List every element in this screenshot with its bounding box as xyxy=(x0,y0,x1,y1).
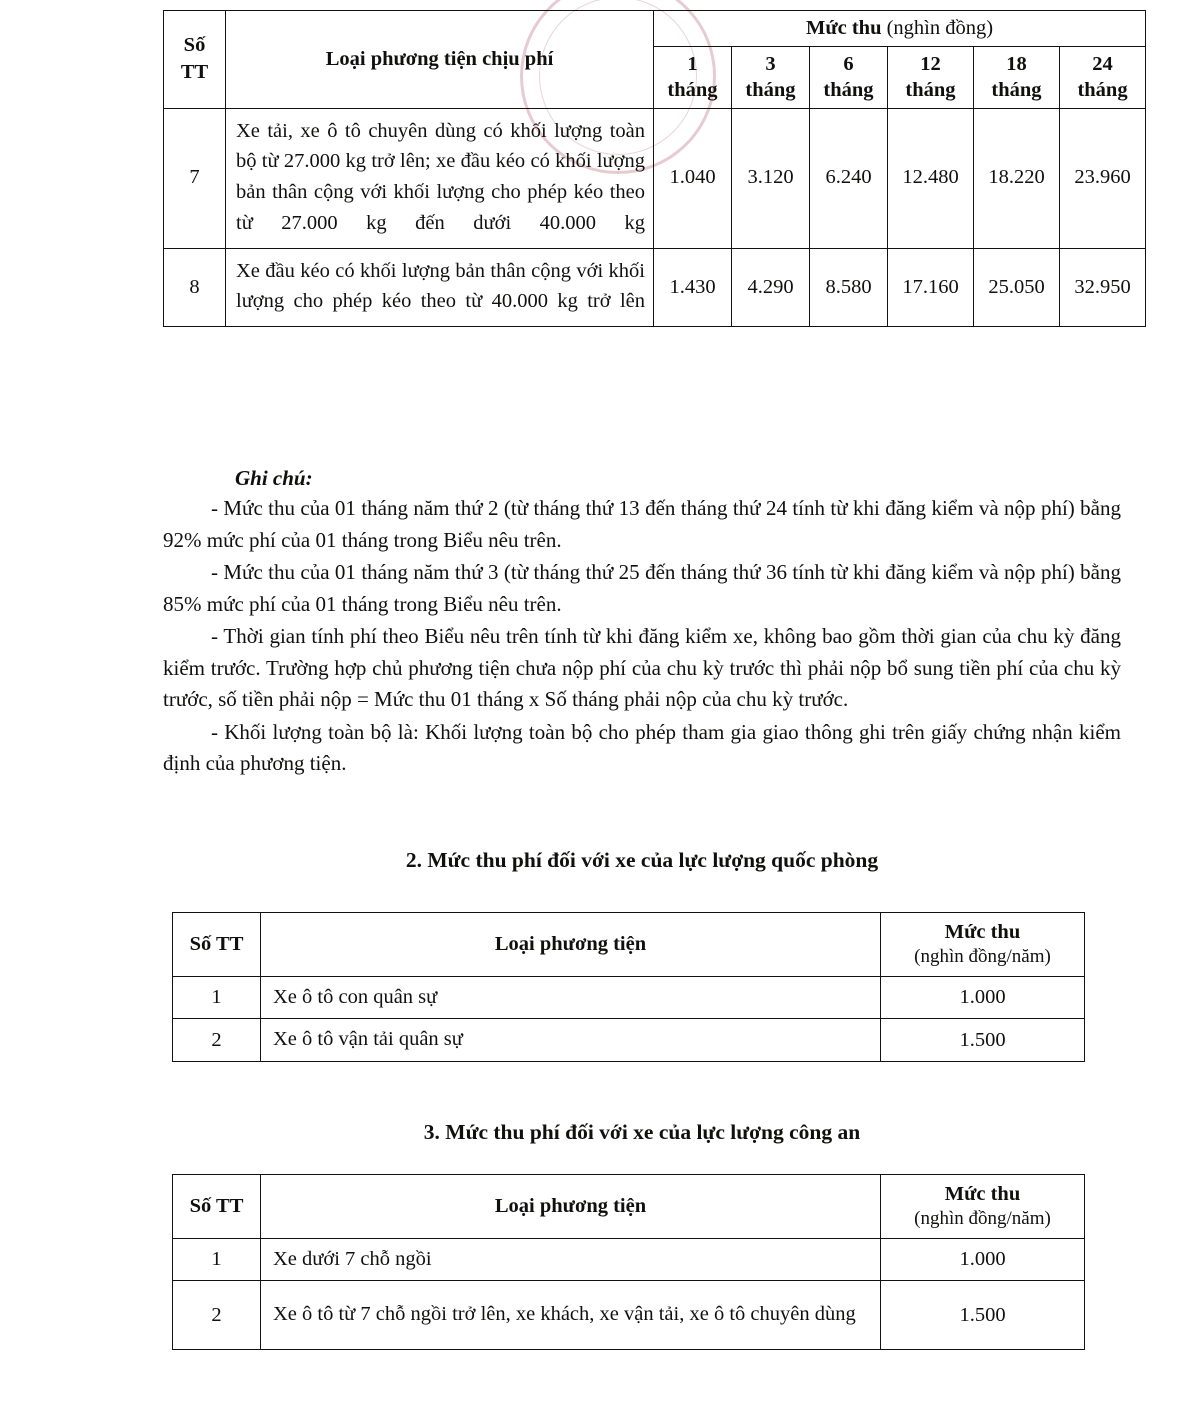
row-8-fee-6m: 8.580 xyxy=(810,248,888,327)
qp-row-1-stt: 1 xyxy=(173,976,261,1019)
table-row xyxy=(164,248,1146,327)
row-7-fee-24m: 23.960 xyxy=(1060,108,1146,248)
header-stt: Số TT xyxy=(173,1175,261,1239)
header-stt-line1: Số xyxy=(183,34,206,57)
table-header-row-1 xyxy=(164,11,1146,47)
row-8-fee-1m: 1.430 xyxy=(654,248,732,327)
header-month-6 xyxy=(810,47,888,108)
header-month-3-num: 3 xyxy=(765,53,776,76)
header-month-18-num: 18 xyxy=(1006,53,1027,76)
row-8-fee-12m: 17.160 xyxy=(888,248,974,327)
note-item-1: - Mức thu của 01 tháng năm thứ 2 (từ tháng thứ 13 đến tháng thứ 24 tính từ khi đăng kiểm và nộp phí) bằng 92% mức phí của 01 tháng trong Biểu nêu trên. xyxy=(163,496,1121,552)
ca-row-1-type: Xe dưới 7 chỗ ngồi xyxy=(261,1238,881,1281)
header-fee xyxy=(881,913,1085,977)
header-stt-line2: TT xyxy=(180,61,209,84)
header-vehicle-type: Loại phương tiện chịu phí xyxy=(226,11,654,109)
row-7-fee-18m: 18.220 xyxy=(974,108,1060,248)
notes-section xyxy=(163,466,1121,781)
table-row xyxy=(173,976,1085,1019)
table-row xyxy=(164,108,1146,248)
note-item-3: - Thời gian tính phí theo Biểu nêu trên tính từ khi đăng kiểm xe, không bao gồm thời gian của chu kỳ đăng kiểm trước. Trường hợp chủ phương tiện chưa nộp phí của chu kỳ trước thì phải nộp bổ sung tiền phí của chu kỳ trước, số tiền phải nộp = Mức thu 01 tháng x Số tháng phải nộp của chu kỳ trước. xyxy=(163,624,1121,711)
row-7-stt: 7 xyxy=(164,108,226,248)
table-header-row xyxy=(173,1175,1085,1239)
row-7-fee-12m: 12.480 xyxy=(888,108,974,248)
row-7-fee-3m: 3.120 xyxy=(732,108,810,248)
header-fee-unit: (nghìn đồng/năm) xyxy=(914,1208,1051,1230)
header-fee xyxy=(881,1175,1085,1239)
qp-row-1-type: Xe ô tô con quân sự xyxy=(261,976,881,1019)
header-month-6-num: 6 xyxy=(843,53,854,76)
header-vehicle-type: Loại phương tiện xyxy=(261,1175,881,1239)
section-2-heading: 2. Mức thu phí đối với xe của lực lượng quốc phòng xyxy=(405,848,879,872)
header-fee-group-label: Mức thu xyxy=(805,17,882,39)
header-fee-unit: (nghìn đồng/năm) xyxy=(914,946,1051,968)
qp-row-2-type: Xe ô tô vận tải quân sự xyxy=(261,1019,881,1062)
section-3-heading: 3. Mức thu phí đối với xe của lực lượng công an xyxy=(423,1120,861,1144)
row-8-stt: 8 xyxy=(164,248,226,327)
header-month-1 xyxy=(654,47,732,108)
row-8-fee-3m: 4.290 xyxy=(732,248,810,327)
header-month-18 xyxy=(974,47,1060,108)
header-fee-label: Mức thu xyxy=(944,1183,1021,1205)
table-row xyxy=(173,1281,1085,1350)
header-fee-group xyxy=(654,11,1146,47)
header-month-3 xyxy=(732,47,810,108)
header-month-18-unit: tháng xyxy=(991,79,1042,102)
qp-row-2-fee: 1.500 xyxy=(881,1019,1085,1062)
header-month-24 xyxy=(1060,47,1146,108)
header-month-12-num: 12 xyxy=(920,53,941,76)
header-stt: Số TT xyxy=(173,913,261,977)
ca-row-2-fee: 1.500 xyxy=(881,1281,1085,1350)
ca-row-1-fee: 1.000 xyxy=(881,1238,1085,1281)
header-month-1-num: 1 xyxy=(687,53,698,76)
row-7-fee-1m: 1.040 xyxy=(654,108,732,248)
police-force-fee-table xyxy=(172,1174,1085,1350)
header-fee-label: Mức thu xyxy=(944,921,1021,943)
defense-force-fee-table xyxy=(172,912,1085,1062)
vehicle-fee-table xyxy=(163,10,1146,327)
ca-row-1-stt: 1 xyxy=(173,1238,261,1281)
note-item-4: - Khối lượng toàn bộ là: Khối lượng toàn bộ cho phép tham gia giao thông ghi trên giấy chứng nhận kiểm định của phương tiện. xyxy=(163,719,1121,775)
qp-row-2-stt: 2 xyxy=(173,1019,261,1062)
ca-row-2-stt: 2 xyxy=(173,1281,261,1350)
row-8-fee-24m: 32.950 xyxy=(1060,248,1146,327)
header-vehicle-type: Loại phương tiện xyxy=(261,913,881,977)
header-month-12 xyxy=(888,47,974,108)
notes-title: Ghi chú: xyxy=(235,466,313,490)
header-month-24-unit: tháng xyxy=(1077,79,1128,102)
table-header-row xyxy=(173,913,1085,977)
header-fee-group-unit: (nghìn đồng) xyxy=(886,17,994,39)
ca-row-2-type: Xe ô tô từ 7 chỗ ngồi trở lên, xe khách, xe vận tải, xe ô tô chuyên dùng xyxy=(261,1281,881,1350)
row-8-type: Xe đầu kéo có khối lượng bản thân cộng với khối lượng cho phép kéo theo từ 40.000 kg trở lên xyxy=(226,248,654,327)
row-8-fee-18m: 25.050 xyxy=(974,248,1060,327)
table-row xyxy=(173,1019,1085,1062)
header-month-1-unit: tháng xyxy=(667,79,718,102)
row-7-type: Xe tải, xe ô tô chuyên dùng có khối lượng toàn bộ từ 27.000 kg trở lên; xe đầu kéo có khối lượng bản thân cộng với khối lượng cho phép kéo theo từ 27.000 kg đến dưới 40.000 kg xyxy=(226,108,654,248)
table-row xyxy=(173,1238,1085,1281)
qp-row-1-fee: 1.000 xyxy=(881,976,1085,1019)
header-month-3-unit: tháng xyxy=(745,79,796,102)
header-month-24-num: 24 xyxy=(1092,53,1113,76)
header-month-12-unit: tháng xyxy=(905,79,956,102)
header-stt xyxy=(164,11,226,109)
row-7-fee-6m: 6.240 xyxy=(810,108,888,248)
note-item-2: - Mức thu của 01 tháng năm thứ 3 (từ tháng thứ 25 đến tháng thứ 36 tính từ khi đăng kiểm và nộp phí) bằng 85% mức phí của 01 tháng trong Biểu nêu trên. xyxy=(163,560,1121,616)
header-month-6-unit: tháng xyxy=(823,79,874,102)
